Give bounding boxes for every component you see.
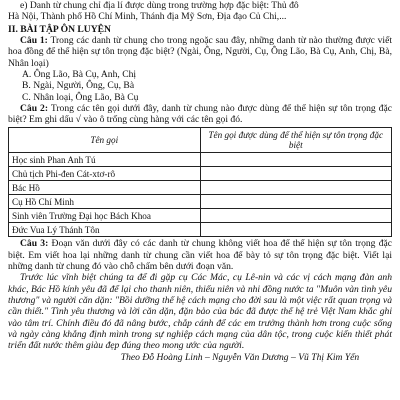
table-row [9, 153, 392, 167]
question-3-label: Câu 3: [20, 238, 49, 250]
table-row [9, 181, 392, 195]
table-cell-name: Cụ Hồ Chí Minh [9, 195, 201, 209]
table-checkbox-cell[interactable] [200, 223, 392, 237]
table-cell-name: Sinh viên Trường Đại học Bách Khoa [9, 209, 201, 223]
table-cell-name: Học sinh Phan Anh Tú [9, 153, 201, 167]
question-3-passage: Trước lúc vĩnh biệt chúng ta để đi gặp cụ Các Mác, cụ Lê-nin và các vị cách mạng đàn anh khác, Bác Hồ kính yêu đã để lại cho thanh niên, thiếu niên và nhi đồng nước ta "Muôn vàn tình yêu thương" và người căn dặn: "Bồi dưỡng thế hệ cách mạng cho đời sau là một việc rất quan trọng và cần thiết." Tình yêu thương và lời căn dặn, đặn bảo của bác đã được thế hệ trẻ Việt Nam khắc ghi vào tâm trí. Chính điều đó đã nâng bước, chắp cánh để các em trưởng thành hơn trong cuộc sống và ngày càng khẳng định mình trong sự nghiệp cách mạng của dân tộc, trong cuộc kiến thiết phát triển đất nước thêm giàu đẹp đúng theo mong ước của người. [8, 272, 392, 352]
table-row [9, 195, 392, 209]
question-1 [8, 35, 392, 69]
intro-line-1: e) Danh từ chung chỉ địa lí được dùng trong trường hợp đặc biệt: Thủ đô [20, 0, 299, 11]
table-header-respect: Tên gọi được dùng để thể hiện sự tôn trọng đặc biệt [200, 128, 392, 153]
question-2 [8, 103, 392, 126]
table-row [9, 223, 392, 237]
question-3 [8, 238, 392, 272]
question-1-text: Trong các danh từ chung cho trong ngoặc sau đây, những danh từ nào thường được viết hoa đồng để thể hiện sự tôn trọng đặc biệt? (Ngài, Ông, Người, Cụ, Ông Lão, Bà Cụ, Anh, Chị, Bà, Nhân loại) [8, 34, 392, 69]
table-row [9, 209, 392, 223]
table-checkbox-cell[interactable] [200, 167, 392, 181]
table-cell-name: Chủ tịch Phi-đen Cát-xtơ-rô [9, 167, 201, 181]
table-header-name: Tên gọi [9, 128, 201, 153]
passage-source: Theo Đỗ Hoàng Linh – Nguyễn Văn Dương – Vũ Thị Kim Yến [120, 351, 360, 363]
question-1-option-c[interactable]: C. Nhân loại, Ông Lão, Bà Cụ [22, 91, 139, 103]
section-heading: II. BÀI TẬP ÔN LUYỆN [8, 23, 111, 35]
table-checkbox-cell[interactable] [200, 181, 392, 195]
intro-line-2: Hà Nội, Thành phố Hồ Chí Minh, Thánh địa Mỹ Sơn, Địa đạo Củ Chi,... [8, 11, 287, 23]
table-checkbox-cell[interactable] [200, 209, 392, 223]
table-header-row [9, 128, 392, 153]
names-table [8, 127, 392, 237]
question-2-text: Trong các tên gọi dưới đây, danh từ chung nào được dùng để thể hiện sự tôn trọng đặc biệt? Em ghi dấu √ vào ô trống cùng hàng với các tên gọi đó. [8, 102, 392, 126]
question-2-label: Câu 2: [20, 102, 49, 114]
question-1-option-b[interactable]: B. Ngài, Người, Ông, Cụ, Bà [22, 80, 135, 92]
table-checkbox-cell[interactable] [200, 195, 392, 209]
question-3-text: Đoạn văn dưới đây có các danh từ chung không viết hoa để thể hiện sự tôn trọng đặc biệt. Em viết hoa lại những danh từ chung cần viết hoa để bày tỏ sự tôn trọng đặc biệt. Viết lại những danh từ chung đó vào chỗ chấm bên dưới đoạn văn. [8, 238, 393, 273]
table-cell-name: Đức Vua Lý Thánh Tôn [9, 223, 201, 237]
table-cell-name: Bác Hồ [9, 181, 201, 195]
question-1-option-a[interactable]: A. Ông Lão, Bà Cụ, Anh, Chị [22, 68, 137, 80]
question-1-label: Câu 1: [20, 34, 48, 46]
table-checkbox-cell[interactable] [200, 153, 392, 167]
table-row [9, 167, 392, 181]
